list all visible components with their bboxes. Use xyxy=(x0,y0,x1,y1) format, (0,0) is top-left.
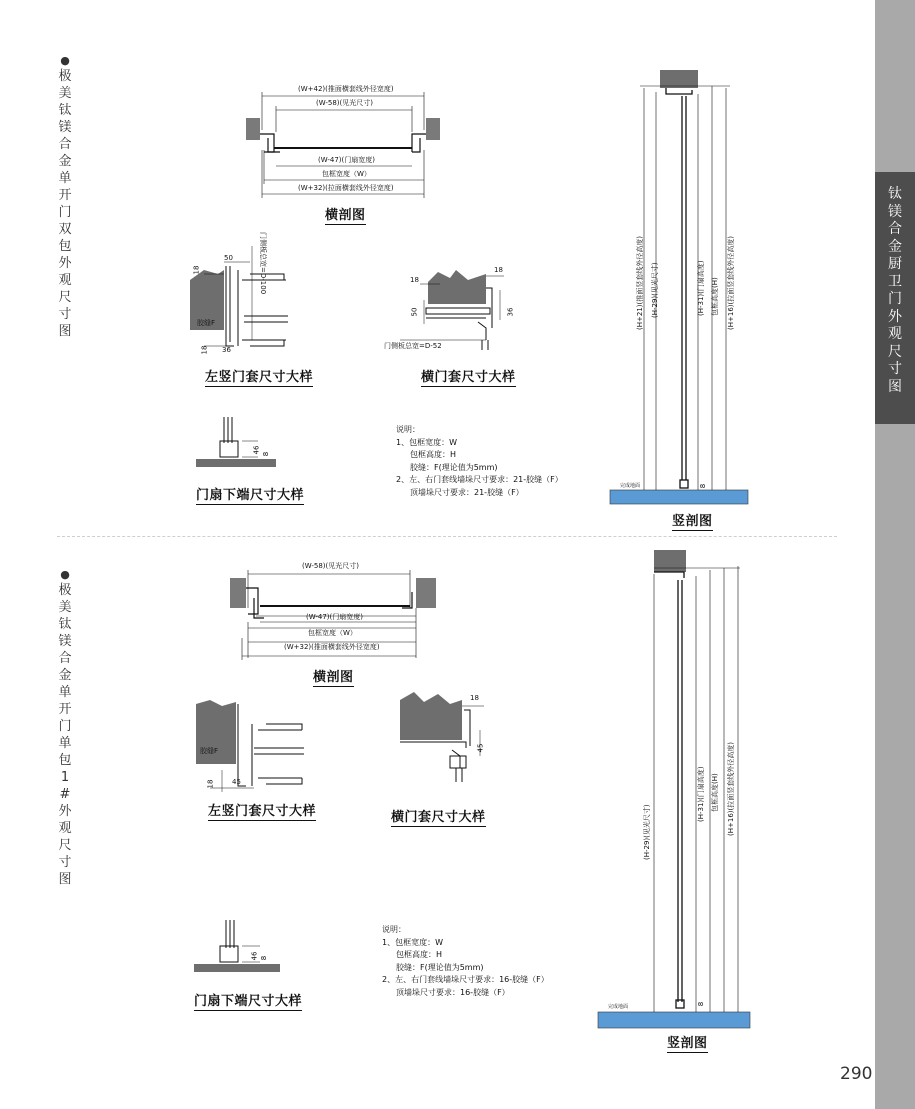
s1-lj-dim-36: 36 xyxy=(222,346,231,354)
s1-note-5: 顶墙垛尺寸要求：21-胶缝（F） xyxy=(410,487,524,497)
s1-lj-dim-50: 50 xyxy=(224,254,233,262)
sidebar xyxy=(875,0,915,1109)
section-2-title-text: 极美钛镁合金单开门单包1#外观尺寸图 xyxy=(58,583,72,887)
s1-note-1: 1、包框宽度：W xyxy=(396,437,457,447)
s2-notes xyxy=(382,924,549,999)
s2-h-dim-1: (W-58)(见光尺寸) xyxy=(302,562,359,570)
s1-v-gap: 8 xyxy=(699,483,708,489)
section-1-title: ● 极美钛镁合金单开门双包外观尺寸图 xyxy=(58,54,72,339)
s1-v-dim-3: (H-31)(门扇高度) xyxy=(697,260,705,316)
s2-note-3: 胶缝：F(理论值为5mm) xyxy=(396,962,484,972)
section-2-title: ● 极美钛镁合金单开门单包1#外观尺寸图 xyxy=(58,568,72,887)
s2-note-5: 顶墙垛尺寸要求：16-胶缝（F） xyxy=(396,987,510,997)
s1-h-dim-3: (W-47)(门扇宽度) xyxy=(318,156,375,164)
s1-door-bottom-drawing xyxy=(196,415,286,475)
s1-lj-dim-18a: 18 xyxy=(192,265,201,275)
s1-top-jamb-caption: 横门套尺寸大样 xyxy=(421,366,516,387)
s2-note-1: 1、包框宽度：W xyxy=(382,937,443,947)
s1-notes xyxy=(396,424,563,499)
s2-top-jamb-caption: 横门套尺寸大样 xyxy=(391,806,486,827)
s1-vsection-caption: 竖剖图 xyxy=(672,510,713,531)
s1-h-dim-4: 包框宽度（W） xyxy=(322,170,371,178)
s2-v-dim-3: 包框高度(H) xyxy=(711,773,719,812)
s1-h-dim-2: (W-58)(见光尺寸) xyxy=(316,99,373,107)
s1-top-jamb-drawing xyxy=(400,260,530,350)
page-number: 290 xyxy=(840,1064,873,1084)
s2-v-gap: 8 xyxy=(697,1001,706,1007)
s1-door-bottom-caption: 门扇下端尺寸大样 xyxy=(196,484,304,505)
s1-tj-dim-50: 50 xyxy=(410,307,419,317)
s1-v-dim-4: 包框高度(H) xyxy=(711,277,719,316)
s2-h-dim-3: 包框宽度（W） xyxy=(308,629,357,637)
s2-hsection-caption: 横剖图 xyxy=(313,666,354,687)
section-1-title-text: 极美钛镁合金单开门双包外观尺寸图 xyxy=(58,69,72,339)
s1-v-dim-1: (H+21)(推面竖套线外径高度) xyxy=(636,236,644,330)
s1-db-dim-8: 8 xyxy=(262,451,271,457)
s1-note-2: 包框高度：H xyxy=(410,450,457,459)
s2-tj-dim-45: 45 xyxy=(476,743,485,753)
s1-h-dim-5: (W+32)(拉面横套线外径宽度) xyxy=(298,184,394,192)
s2-note-4: 2、左、右门套线墙垛尺寸要求：16-胶缝（F） xyxy=(382,975,549,984)
s1-v-dim-2: (H-29)(见光尺寸) xyxy=(651,262,659,318)
s2-lj-dim-18: 18 xyxy=(206,779,215,789)
s2-v-dim-1: (H-29)(见光尺寸) xyxy=(643,804,651,860)
s1-tj-dim-panel: 门侧板总宽=D-52 xyxy=(384,342,442,350)
s1-notes-heading: 说明： xyxy=(396,425,420,434)
s2-left-jamb-caption: 左竖门套尺寸大样 xyxy=(208,800,316,821)
s1-floor-label: 完成地面 xyxy=(620,483,641,489)
s1-v-dim-5: (H+16)(拉面竖套线外径高度) xyxy=(727,236,735,330)
sidebar-tab-title xyxy=(875,172,915,424)
s1-db-dim-46: 46 xyxy=(252,445,261,455)
s1-left-jamb-drawing xyxy=(190,240,300,360)
s1-lj-dim-panel: 门侧板总宽=D-100 xyxy=(259,232,267,295)
s2-lj-dim-45: 45 xyxy=(232,778,241,786)
sidebar-tab-text: 钛镁合金厨卫门外观尺寸图 xyxy=(888,186,902,395)
section-divider xyxy=(57,536,837,537)
s1-note-3: 胶缝：F(理论值为5mm) xyxy=(410,462,498,472)
s1-lj-dim-gap: 胶缝F xyxy=(197,319,216,327)
s2-notes-heading: 说明： xyxy=(382,925,406,934)
s2-note-2: 包框高度：H xyxy=(396,950,443,959)
s1-tj-dim-18b: 18 xyxy=(494,266,503,274)
s2-lj-dim-gap: 胶缝F xyxy=(200,747,219,755)
s2-v-dim-2: (H-31)(门扇高度) xyxy=(697,766,705,822)
s2-db-dim-46: 46 xyxy=(250,951,259,961)
s2-db-dim-8: 8 xyxy=(260,955,269,961)
s2-top-jamb-drawing xyxy=(400,690,510,790)
s2-vsection-caption: 竖剖图 xyxy=(667,1032,708,1053)
s1-tj-dim-36: 36 xyxy=(506,307,515,317)
s2-tj-dim-18: 18 xyxy=(470,694,479,702)
s2-v-dim-4: (H+16)(拉面竖套线外径高度) xyxy=(727,742,735,836)
s1-tj-dim-18a: 18 xyxy=(410,276,419,284)
s2-h-dim-4: (W+32)(推面横套线外径宽度) xyxy=(284,643,380,651)
s2-floor-label: 完成地面 xyxy=(608,1004,629,1010)
s1-left-jamb-caption: 左竖门套尺寸大样 xyxy=(205,366,313,387)
s1-note-4: 2、左、右门套线墙垛尺寸要求：21-胶缝（F） xyxy=(396,475,563,484)
s2-door-bottom-drawing xyxy=(194,918,284,978)
s1-hsection-caption: 横剖图 xyxy=(325,204,366,225)
s1-h-dim-1: (W+42)(推面横套线外径宽度) xyxy=(298,85,394,93)
s2-door-bottom-caption: 门扇下端尺寸大样 xyxy=(194,990,302,1011)
s1-lj-dim-18b: 18 xyxy=(200,345,209,355)
s2-h-dim-2: (W-47)(门扇宽度) xyxy=(306,613,363,621)
